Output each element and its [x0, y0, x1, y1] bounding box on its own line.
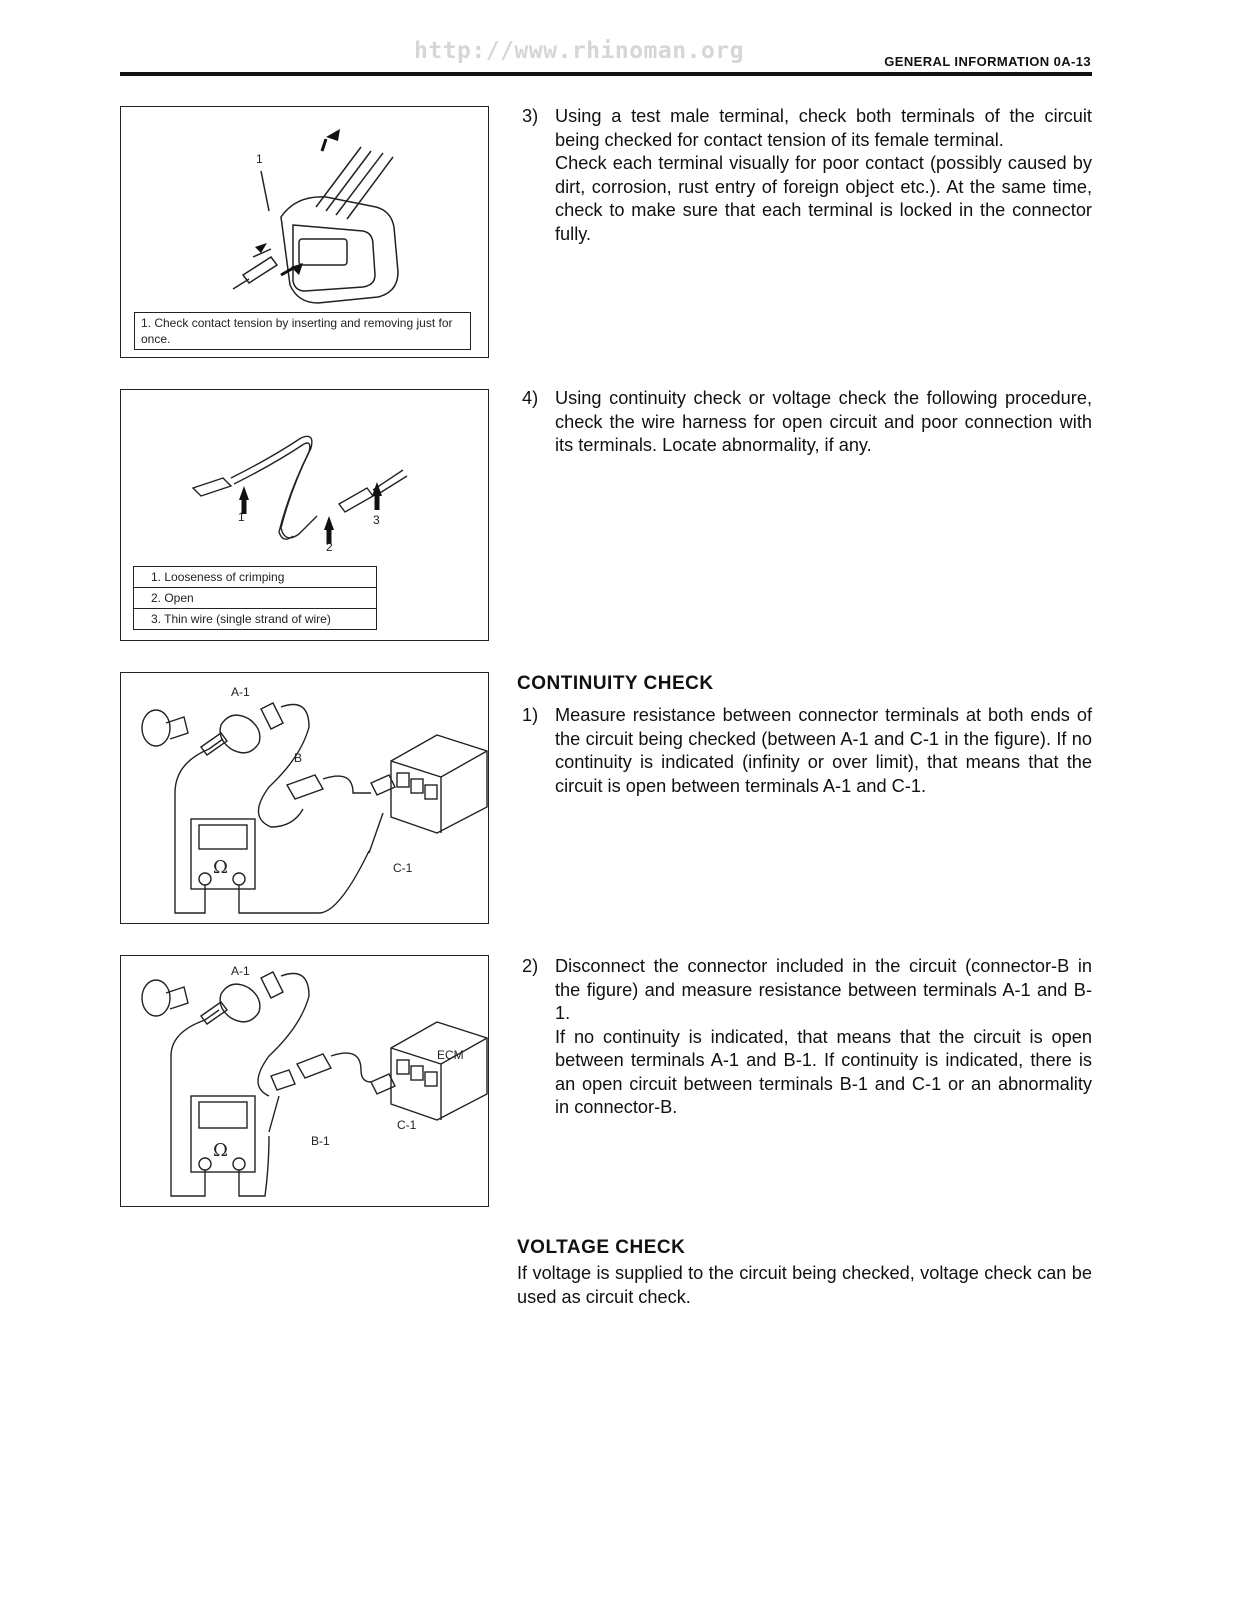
label-c1: C-1	[393, 861, 413, 875]
caption-text: 1. Check contact tension by inserting and removing just for once.	[141, 316, 453, 346]
label-a1: A-1	[231, 964, 250, 978]
step-text: If no continuity is indicated, that means that the circuit is open between terminals A-1 and B-1. If continuity is indicated, there is an open circuit between terminals B-1 and C-1 or an abnormality in connector-B.	[555, 1026, 1092, 1117]
label-ecm: ECM	[437, 1048, 464, 1062]
caption-row: 1. Looseness of crimping	[134, 567, 376, 588]
continuity-disconnected-illustration	[121, 956, 490, 1208]
step-text: Check each terminal visually for poor contact (possibly caused by dirt, corrosion, rust entry of foreign object etc.). At the same time, check to make sure that each terminal is locked in the connector fully.	[555, 153, 1092, 244]
sensor-bulb-icon	[142, 710, 170, 746]
callout-3: 3	[373, 513, 380, 527]
continuity-check-heading: CONTINUITY CHECK	[517, 673, 714, 694]
step-number: 3)	[522, 106, 539, 126]
watermark-url: http://www.rhinoman.org	[414, 38, 744, 64]
step-text: Measure resistance between connector terminals at both ends of the circuit being checked (between A-1 and C-1 in the figure). If no continuity is indicated (infinity or over limit), that means that the circuit is open between terminals A-1 and C-1.	[555, 705, 1092, 796]
step-text: Disconnect the connector included in the circuit (connector-B in the figure) and measure resistance between terminals A-1 and B-1.	[555, 956, 1092, 1023]
label-c1: C-1	[397, 1118, 417, 1132]
label-b: B	[294, 751, 303, 765]
voltage-check-heading: VOLTAGE CHECK	[517, 1237, 686, 1258]
figure-caption-table	[133, 566, 377, 630]
continuity-step-1	[522, 704, 1092, 798]
sensor-bulb-icon	[142, 980, 170, 1016]
voltage-check-text: If voltage is supplied to the circuit being checked, voltage check can be used as circuit check.	[517, 1263, 1092, 1307]
label-a1: A-1	[231, 685, 250, 699]
continuity-step-2	[522, 955, 1092, 1120]
step-text: Using a test male terminal, check both terminals of the circuit being checked for contact tension of its female terminal.	[555, 106, 1092, 150]
figure-contact-tension	[120, 106, 489, 358]
label-b1: B-1	[311, 1134, 330, 1148]
caption-row: 3. Thin wire (single strand of wire)	[151, 612, 331, 626]
step-text: Using continuity check or voltage check the following procedure, check the wire harness for open circuit and poor connection with its terminals. Locate abnormality, if any.	[555, 388, 1092, 455]
figure-continuity-a1-b1	[120, 955, 489, 1207]
svg-text:Ω: Ω	[213, 1140, 228, 1161]
figure-wire-harness	[120, 389, 489, 641]
step-number: 2)	[522, 956, 539, 976]
step-4	[522, 387, 1092, 458]
step-number: 4)	[522, 388, 539, 408]
figure-caption	[134, 312, 471, 350]
step-3	[522, 105, 1092, 246]
svg-text:Ω: Ω	[213, 857, 228, 878]
caption-row: 2. Open	[134, 588, 376, 609]
page-header-title: GENERAL INFORMATION 0A-13	[884, 54, 1091, 69]
figure-continuity-a1-c1	[120, 672, 489, 924]
callout-2: 2	[326, 540, 333, 554]
continuity-illustration	[121, 673, 490, 925]
callout-1: 1	[238, 510, 245, 524]
callout-1: 1	[256, 152, 263, 166]
header-rule	[120, 72, 1092, 76]
step-number: 1)	[522, 705, 539, 725]
